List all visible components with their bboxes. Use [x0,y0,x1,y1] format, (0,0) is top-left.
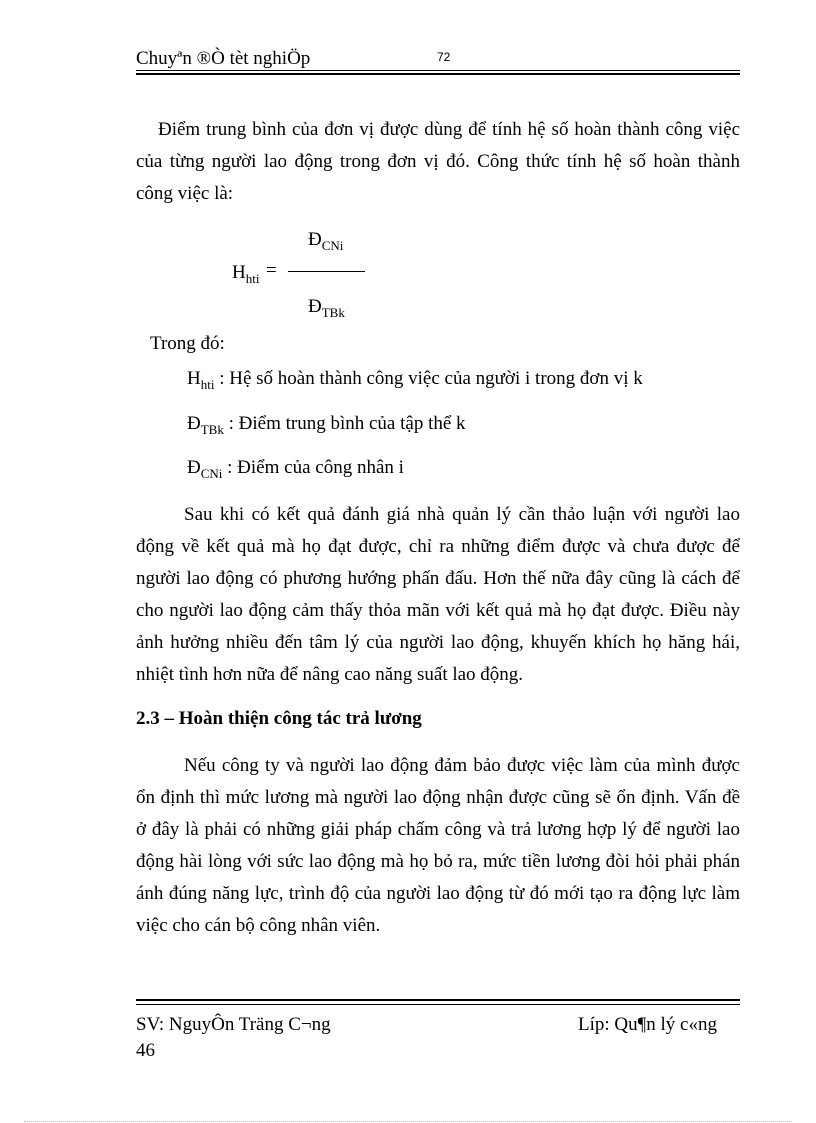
where-label: Trong đó: [150,333,225,354]
paragraph-evaluation: Sau khi có kết quả đánh giá nhà quản lý cần thảo luận với người lao động về kết quả mà họ đạt được, chỉ ra những điểm được và chưa được để người lao động có phương hướng phấn đấu. Hơn thế nữa đây cũng là cách để cho người lao động cảm thấy thỏa mãn với kết quả mà họ đạt được. Điều này ảnh hưởng nhiều đến tâm lý của người lao động, khuyến khích họ hăng hái, nhiệt tình hơn nữa để nâng cao năng suất lao động. [136,504,740,685]
footer-rule-thin [136,1004,740,1005]
definition-dcni: $Đ_{CNi}$ : Điểm của công nhân i [187,457,404,481]
definition-hti: $H_{hti}$ : Hệ số hoàn thành công việc của người i trong đơn vị k [187,368,643,392]
paragraph-salary: Nếu công ty và người lao động đảm bảo được việc làm của mình được ổn định thì mức lương mà người lao động nhận được cũng sẽ ổn định. Vấn đề ở đây là phải có những giải pháp chấm công và trả lương hợp lý để người lao động hài lòng với sức lao động mà họ bỏ ra, mức tiền lương đòi hỏi phải phán ánh đúng năng lực, trình độ của người lao động từ đó mới tạo ra động lực làm việc cho cán bộ công nhân viên. [136,755,740,936]
footer-class: Líp: Qu¶n lý c«ng [578,1014,717,1035]
paragraph-intro: Điểm trung bình của đơn vị được dùng để tính hệ số hoàn thành công việc của từng người lao động trong đơn vị đó. Công thức tính hệ số hoàn thành công việc là: [136,119,740,204]
formula-numerator: $Đ_{CNi}$ [308,229,344,253]
header-title: Chuyªn ®Ò tèt nghiÖp [136,48,311,69]
header-rule-thin [136,70,740,71]
formula-lhs: $H_{hti}$ [232,262,260,286]
page-bottom-border [24,1121,792,1122]
formula-denominator: $Đ_{TBk}$ [308,296,345,320]
footer-number: 46 [136,1040,155,1061]
header-rule-thick [136,73,740,75]
section-heading: 2.3 – Hoàn thiện công tác trả lương [136,708,422,729]
formula-equals: = [266,260,277,281]
footer-student: SV: NguyÔn Träng C¬ng [136,1014,331,1035]
definition-dtbk: $Đ_{TBk}$ : Điểm trung bình của tập thể k [187,413,466,437]
page-number: 72 [437,50,451,64]
footer-rule-thick [136,999,740,1001]
fraction-line [288,271,365,272]
